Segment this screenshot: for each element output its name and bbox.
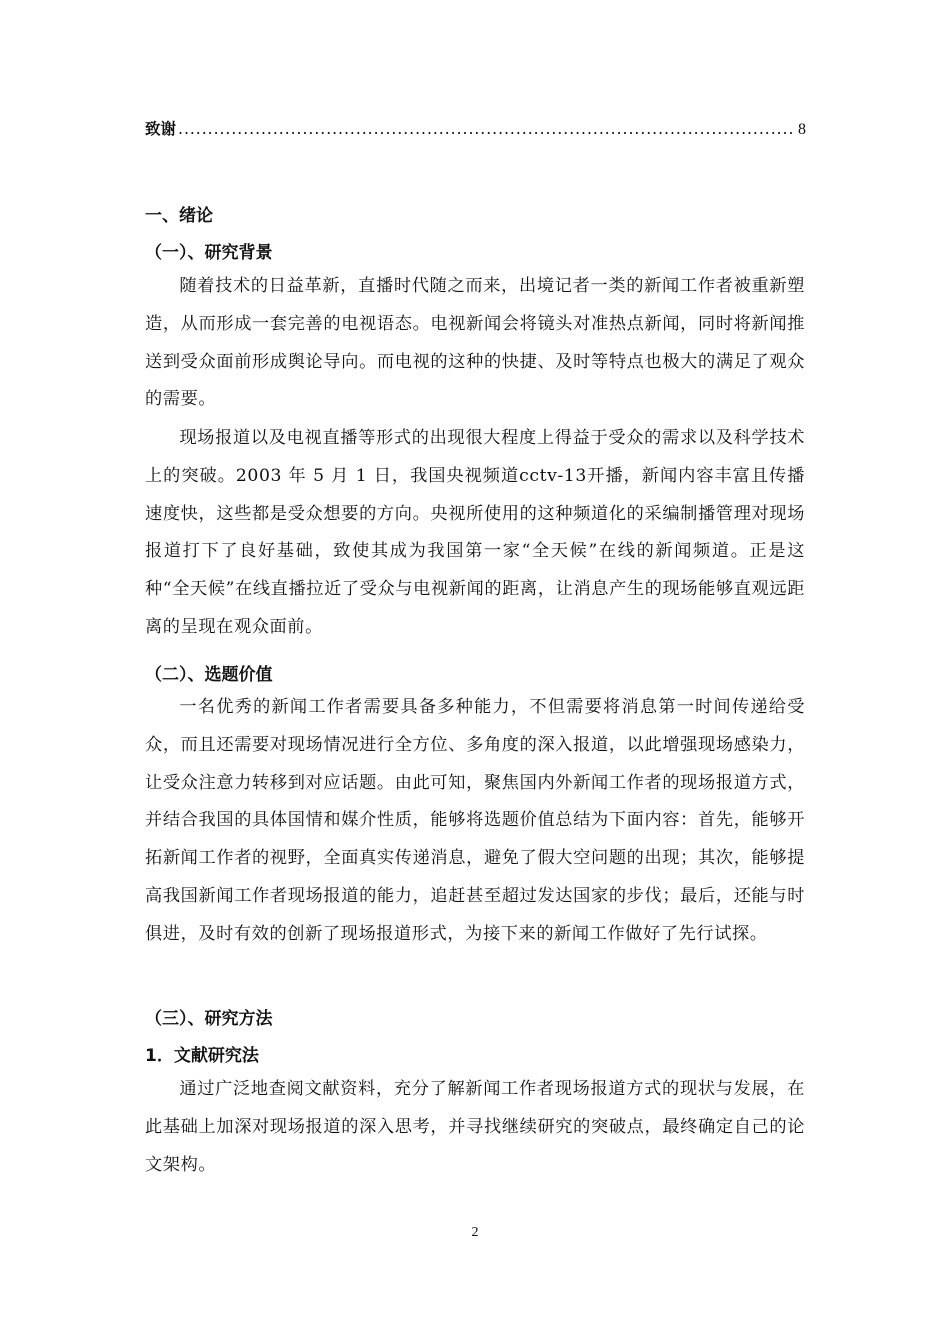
paragraph-background-1: 随着技术的日益革新，直播时代随之而来，出境记者一类的新闻工作者被重新塑造，从而形成一套完善的电视语态。电视新闻会将镜头对准热点新闻，同时将新闻推送到受众面前形成舆论导向。而电视的这种的快捷、及时等特点也极大的满足了观众的需要。 — [145, 276, 805, 410]
toc-entry-title: 致谢 — [145, 120, 177, 138]
toc-entry-page: 8 — [798, 121, 806, 138]
page-number: 2 — [471, 1225, 479, 1240]
paragraph-literature-method: 通过广泛地查阅文献资料，充分了解新闻工作者现场报道方式的现状与发展，在此基础上加深对现场报道的深入思考，并寻找继续研究的突破点，最终确定自己的论文架构。 — [145, 1079, 805, 1175]
toc-leader-dots — [178, 120, 796, 138]
toc-entry[interactable] — [145, 117, 806, 139]
heading-topic-value: （二）、选题价值 — [145, 665, 273, 685]
paragraph-topic-value: 一名优秀的新闻工作者需要具备多种能力，不但需要将消息第一时间传递给受众，而且还需要对现场情况进行全方位、多角度的深入报道，以此增强现场感染力，让受众注意力转移到对应话题。由此可知，聚焦国内外新闻工作者的现场报道方式，并结合我国的具体国情和媒介性质，能够将选题价值总结为下面内容：首先，能够开拓新闻工作者的视野，全面真实传递消息，避免了假大空问题的出现；其次，能够提高我国新闻工作者现场报道的能力，追赶甚至超过发达国家的步伐；最后，还能与时俱进，及时有效的创新了现场报道形式，为接下来的新闻工作做好了先行试探。 — [145, 697, 805, 944]
heading-introduction: 一、绪论 — [145, 206, 213, 226]
heading-literature-method: 1．文献研究法 — [145, 1046, 259, 1066]
heading-research-background: （一）、研究背景 — [145, 243, 273, 263]
heading-research-methods: （三）、研究方法 — [145, 1009, 273, 1029]
paragraph-background-2: 现场报道以及电视直播等形式的出现很大程度上得益于受众的需求以及科学技术上的突破。2003 年 5 月 1 日，我国央视频道cctv-13开播，新闻内容丰富且传播速度快，这些都是受众想要的方向。央视所使用的这种频道化的采编制播管理对现场报道打下了良好基础，致使其成为我国第一家“全天候”在线的新闻频道。正是这种“全天候”在线直播拉近了受众与电视新闻的距离，让消息产生的现场能够直观远距离的呈现在观众面前。 — [145, 428, 805, 637]
